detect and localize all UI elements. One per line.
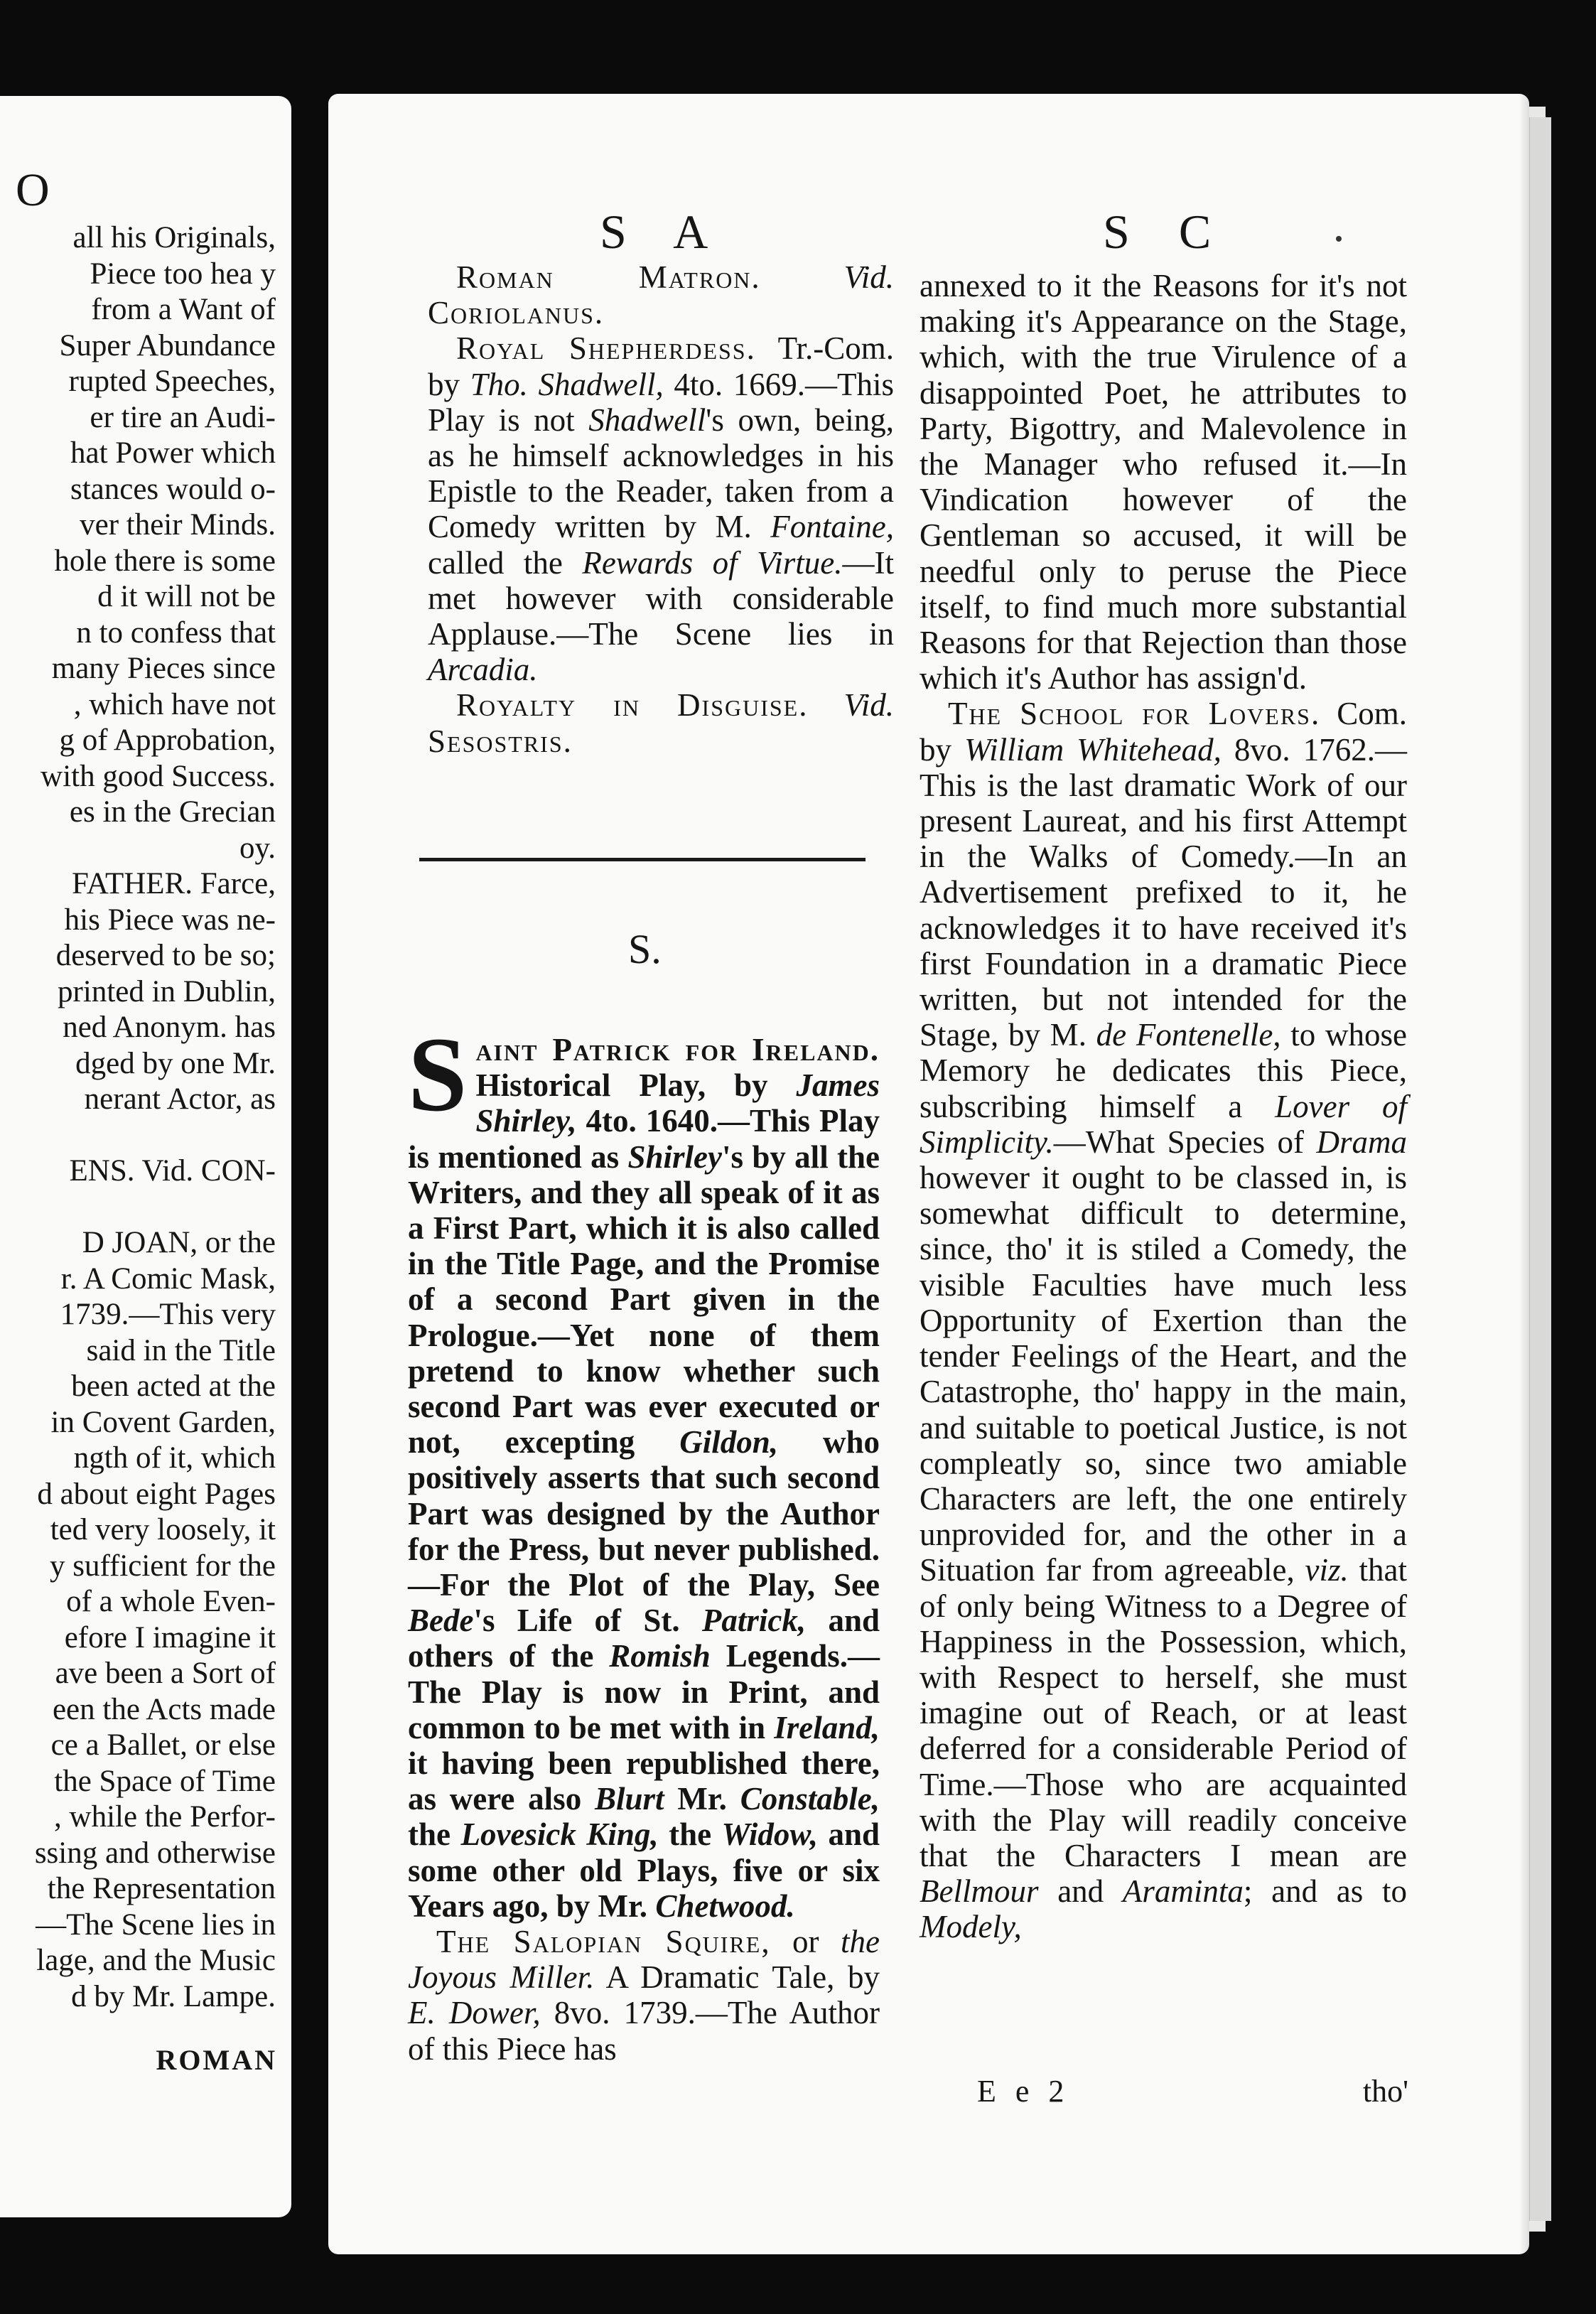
- italic-name: de Fontenelle,: [1096, 1017, 1281, 1053]
- left-page-fragment: [0, 96, 291, 2217]
- italic-name: Chetwood.: [655, 1888, 795, 1924]
- entry-text: that of only being Witness to a Degree of Happiness in the Possession, which, with Respect to herself, she must imagine out of Reach, or at least deferred for a considerable Period of Time.—Those who are acquainted with the Play will readily conceive that the Characters I mean are: [920, 1552, 1408, 1873]
- left-page-line: , which have not: [73, 687, 276, 721]
- italic-title: the Joyous Miller.: [408, 1924, 880, 1996]
- left-page-line: the Representation: [47, 1872, 276, 1905]
- entry-text: —What Species of: [1053, 1124, 1317, 1160]
- entry-text: Tr.-Com. by: [428, 330, 894, 402]
- left-page-line: g of Approbation,: [59, 723, 276, 757]
- catchword: tho': [1362, 2074, 1408, 2109]
- entry-text: Legends.—The Play is now in Print, and common to be met with in: [408, 1638, 880, 1745]
- italic-title: Rewards of Virtue.: [582, 544, 843, 581]
- italic-name: Shadwell: [588, 402, 706, 438]
- italic-name: Patrick,: [701, 1603, 807, 1639]
- left-page-line: stances would o-: [70, 472, 276, 506]
- italic-name: Shirley: [627, 1139, 723, 1175]
- section-letter: S.: [628, 926, 662, 972]
- left-page-line: Super Abundance: [59, 328, 276, 362]
- entry-text: to whose Memory he dedicates this Piece, subscribing himself a: [920, 1017, 1407, 1124]
- cross-ref: Sesostris.: [428, 723, 573, 759]
- entry-text: the: [658, 1817, 722, 1853]
- s-section-column: [408, 1016, 880, 2067]
- left-page-line: dged by one Mr.: [75, 1046, 276, 1080]
- left-page-line: of a whole Even-: [66, 1585, 276, 1618]
- entry-school-for-lovers: [920, 696, 1407, 1944]
- left-page-line: n to confess that: [76, 615, 276, 650]
- left-page-line: all his Originals,: [72, 221, 276, 254]
- left-page-line: ngth of it, which: [73, 1441, 276, 1475]
- main-page: [328, 94, 1529, 2254]
- left-page-line: r. A Comic Mask,: [60, 1261, 276, 1296]
- entry-text: and: [1038, 1873, 1123, 1910]
- drop-cap: S: [408, 1016, 468, 1134]
- author-name: William Whitehead,: [964, 731, 1222, 768]
- entry-title: aint Patrick for Ireland.: [475, 1032, 880, 1067]
- left-page-line: with good Success.: [41, 759, 276, 793]
- left-page-line: —The Scene lies in: [36, 1907, 276, 1942]
- entry-text: 4to. 1669.—This Play is not: [428, 366, 894, 438]
- italic-title: Lover of Simplicity.: [920, 1088, 1407, 1160]
- left-page-line: er tire an Audi-: [90, 400, 276, 434]
- italic-name: Araminta: [1122, 1873, 1244, 1910]
- entry-title: The Salopian Squire,: [436, 1924, 771, 1960]
- entry-text: Historical Play, by: [475, 1067, 797, 1104]
- entry-text: A Dramatic Tale, by: [594, 1959, 880, 1996]
- running-head-right: S C: [1103, 205, 1230, 259]
- italic-name: Romish: [609, 1638, 711, 1674]
- entry-text: 4to. 1640.—This Play is mentioned as: [408, 1103, 880, 1175]
- left-page-line: been acted at the: [71, 1369, 276, 1403]
- entry-title: Royal Shepherdess.: [456, 330, 756, 367]
- entry-text: ; and as to: [1243, 1873, 1407, 1910]
- author-name: Tho. Shadwell,: [470, 366, 664, 402]
- ink-speck: [1336, 236, 1342, 242]
- entry-text: Mr.: [664, 1781, 740, 1817]
- left-page-line: ave been a Sort of: [55, 1657, 276, 1690]
- italic-word: viz.: [1305, 1552, 1349, 1588]
- entry-text: and some other old Plays, five or six Years ago, by Mr.: [408, 1817, 880, 1924]
- left-page-line: printed in Dublin,: [58, 974, 276, 1008]
- entry-continuation: annexed to it the Reasons for it's not making it's Appearance on the Stage, which, with the true Virulence of a disappointed Poet, he attributes to Party, Bigottry, and Malevolence in the Manager who refused it.—In Vindication however of the Gentleman so accused, it will be needful only to peruse the Piece itself, to find much more substantial Reasons for that Rejection than those which it's Author has assign'd.: [920, 268, 1407, 696]
- left-page-line: ted very loosely, it: [50, 1513, 276, 1546]
- left-page-line: his Piece was ne-: [64, 903, 276, 937]
- left-page-line: the Space of Time: [54, 1764, 276, 1798]
- left-page-text: [0, 220, 276, 2015]
- entry-text: called the: [428, 544, 583, 581]
- entry-title: Royalty in Disguise.: [456, 687, 809, 723]
- italic-place: Ireland,: [774, 1709, 880, 1745]
- italic-title: Widow,: [721, 1817, 818, 1853]
- left-page-line: oy.: [239, 831, 276, 865]
- left-page-line: efore I imagine it: [64, 1620, 276, 1654]
- entry-royalty-in-disguise: [428, 687, 894, 758]
- left-column: [428, 259, 894, 759]
- signature-mark: E e 2: [977, 2074, 1070, 2109]
- entry-text: and others of the: [408, 1603, 880, 1674]
- left-page-line: d it will not be: [97, 580, 276, 613]
- author-name: James Shirley,: [475, 1067, 880, 1139]
- left-page-line: many Pieces since: [51, 652, 276, 685]
- author-name: E. Dower,: [408, 1995, 541, 2031]
- left-page-line: ned Anonym. has: [63, 1011, 276, 1044]
- entry-text: 8vo. 1762.—This is the last dramatic Work of our present Laureat, and his first Attempt in the Walks of Comedy.—In an Advertisement prefixed to it, he acknowledges it to have received it's first Foundation in a dramatic Piece written, but not intended for the Stage, by M.: [920, 731, 1408, 1053]
- entry-text: the: [408, 1817, 461, 1853]
- left-page-line: D JOAN, or the: [82, 1226, 276, 1259]
- entry-saint-patrick: [408, 1016, 880, 1924]
- left-page-line: said in the Title: [86, 1333, 276, 1367]
- left-page-line: d by Mr. Lampe.: [71, 1979, 276, 2013]
- left-page-line: [0, 1190, 276, 1226]
- entry-text: 's own, being, as he himself acknowledges in his Epistle to the Reader, taken from a Comedy written by M.: [428, 402, 894, 545]
- page-shadow: [1519, 94, 1529, 2254]
- italic-name: Fontaine,: [770, 509, 894, 545]
- left-page-line: deserved to be so;: [55, 939, 276, 972]
- entry-text: —It met however with considerable Applause.—The Scene lies in: [428, 544, 894, 652]
- entry-text: however it ought to be classed in, is somewhat difficult to determine, since, tho' it is stiled a Comedy, the visible Faculties have much less Opportunity of Exertion than the tender Feelings of the Heart, and the Catastrophe, tho' happy in the main, and suitable to poetical Justice, is not compleatly so, since two amiable Characters are left, the one entirely unprovided for, and the other in a Situation far from agreeable,: [920, 1160, 1407, 1588]
- left-page-line: , while the Perfor-: [54, 1800, 276, 1834]
- italic-title: Blurt: [594, 1781, 664, 1817]
- left-page-line: een the Acts made: [52, 1692, 276, 1726]
- left-page-line: y sufficient for the: [49, 1549, 276, 1583]
- entry-title: The School for Lovers.: [948, 696, 1321, 732]
- running-head-left: S A: [600, 205, 727, 259]
- entry-text: who positively asserts that such second Part was designed by the Author for the Press, but never published.—For the Plot of the Play, See: [408, 1424, 880, 1603]
- entry-salopian-squire: [408, 1924, 880, 2067]
- left-page-line: rupted Speeches,: [68, 365, 276, 398]
- left-page-line: ENS. Vid. CON-: [69, 1154, 276, 1188]
- left-page-line: in Covent Garden,: [50, 1405, 276, 1439]
- entry-royal-shepherdess: [428, 330, 894, 687]
- left-running-head: O: [16, 164, 51, 216]
- right-column: [920, 268, 1407, 1945]
- page-edge-under: [1528, 117, 1551, 2221]
- entry-roman-matron: [428, 259, 894, 330]
- left-page-line: hat Power which: [70, 436, 276, 470]
- entry-text: or: [770, 1924, 841, 1960]
- left-page-line: Piece too hea y: [90, 257, 276, 291]
- section-rule: [419, 858, 866, 861]
- cross-ref: Coriolanus.: [428, 295, 605, 331]
- left-page-line: es in the Grecian: [69, 795, 276, 829]
- left-page-line: lage, and the Music: [36, 1944, 276, 1977]
- left-page-line: nerant Actor, as: [84, 1082, 276, 1116]
- italic-name: Bellmour: [920, 1873, 1039, 1910]
- entry-text: it having been republished there, as were also: [408, 1745, 880, 1817]
- vid-ref: Vid.: [843, 259, 895, 295]
- italic-title: Constable,: [740, 1781, 880, 1817]
- left-page-line: d about eight Pages: [37, 1477, 276, 1511]
- left-page-line: [0, 1118, 276, 1154]
- entry-text: Com. by: [920, 696, 1407, 768]
- entry-text: 's by all the Writers, and they all speak of it as a First Part, which it is also called in the Title Page, and the Promise of a second Part given in the Prologue.—Yet none of them pretend to know whether such second Part was ever executed or not, excepting: [408, 1139, 880, 1460]
- left-page-line: hole there is some: [54, 544, 276, 578]
- entry-title: Roman Matron.: [456, 259, 761, 295]
- left-catchword: ROMAN: [156, 2044, 277, 2076]
- left-page-line: 1739.—This very: [60, 1298, 276, 1331]
- italic-place: Arcadia.: [428, 652, 538, 688]
- left-page-line: from a Want of: [91, 293, 276, 326]
- italic-name: Bede: [408, 1603, 474, 1639]
- italic-word: Drama: [1316, 1124, 1407, 1160]
- left-page-line: ssing and otherwise: [34, 1836, 276, 1870]
- vid-ref: Vid.: [843, 687, 895, 723]
- left-page-line: ver their Minds.: [80, 508, 276, 542]
- italic-name: Gildon,: [679, 1424, 778, 1460]
- italic-title: Lovesick King,: [460, 1817, 659, 1853]
- entry-text: 's Life of St.: [473, 1603, 702, 1639]
- left-page-line: FATHER. Farce,: [71, 867, 276, 900]
- left-page-line: ce a Ballet, or else: [50, 1728, 276, 1762]
- italic-name: Modely,: [920, 1909, 1022, 1945]
- entry-text: 8vo. 1739.—The Author of this Piece has: [408, 1995, 880, 2067]
